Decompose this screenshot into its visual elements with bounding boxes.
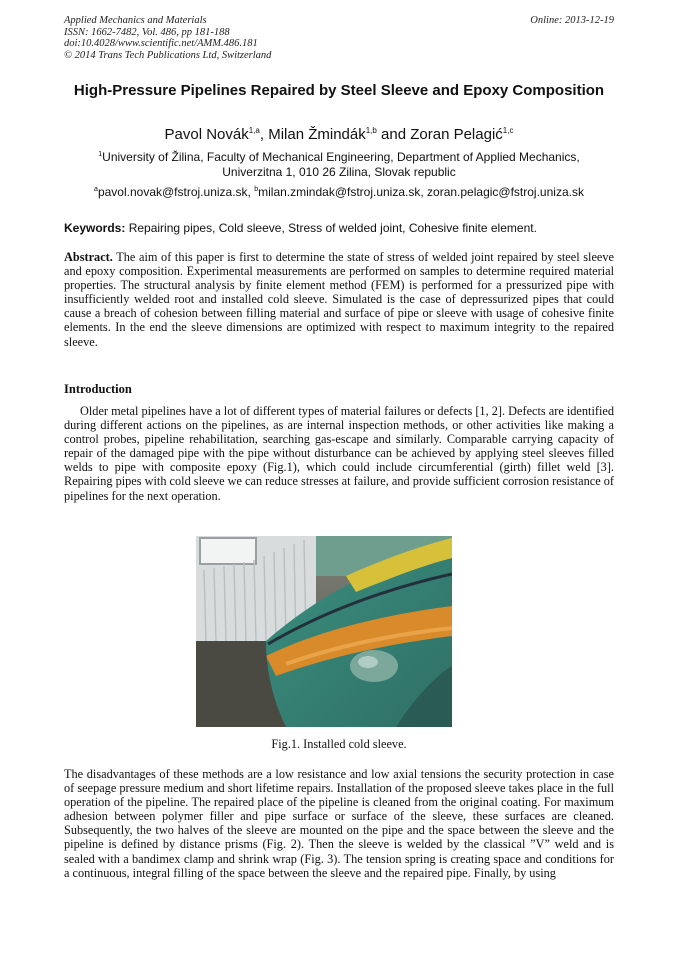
email-text: pavol.novak@fstroj.uniza.sk, — [97, 185, 255, 199]
copyright: © 2014 Trans Tech Publications Ltd, Switzerland — [64, 49, 272, 61]
author-name: Zoran Pelagić — [410, 126, 503, 143]
disadvantages-text: The disadvantages of these methods are a low resistance and low axial tensions the security protection in case of seepage pressure medium and short lifetime repairs. Installation of the proposed sleeve takes place in the full operation of the pipeline. The repaired place of the pipeline is cleaned from the original coating. For maximum adhesion between polymer filler and pipe surface or surface of the sleeve, these surfaces are cleaned. Subsequently, the two halves of the sleeve are mounted on the pipe and the space between the sleeve and the pipeline is defined by distance prisms (Fig. 2). Then the sleeve is welded by the classical ”V” weld and is sealed with a bandimex clamp and shrink wrap (Fig. 3). The tension spring is creating space and conditions for a continuous, integral filling of the space between the sleeve and the repaired pipe. Finally, by using — [64, 767, 614, 880]
author-list — [64, 126, 614, 143]
author-emails — [64, 185, 614, 199]
author-sup: 1,b — [365, 126, 377, 135]
figure-installed-cold-sleeve — [196, 536, 452, 727]
paper-title: High-Pressure Pipelines Repaired by Steel Sleeve and Epoxy Composition — [73, 82, 605, 99]
author-sup: 1,c — [502, 126, 514, 135]
author-separator: , — [259, 126, 269, 143]
author-separator: and — [376, 126, 411, 143]
abstract-text: The aim of this paper is first to determine the state of stress of welded joint repaired by steel sleeve and epoxy composition. Experimental measurements are performed on samples to determine required material properties. The structural analysis by finite element method (FEM) is performed for a pressurized pipe with insufficiently welded root and installed cold sleeve. Simulated is the case of depressurized pipes that could cause a breach of cohesion between filling material and surface of pipe or sleeve with usage of cohesive finite elements. In the end the sleeve dimensions are optimized with respect to maximum integrity to the repaired sleeve. — [64, 250, 614, 349]
author-sup: 1,a — [248, 126, 260, 135]
author-name: Pavol Novák — [164, 126, 249, 143]
keywords-text: Repairing pipes, Cold sleeve, Stress of welded joint, Cohesive finite element. — [125, 221, 537, 235]
keywords — [64, 221, 614, 235]
issn: ISSN: 1662-7482, Vol. 486, pp 181-188 — [64, 26, 230, 38]
abstract-label: Abstract. — [64, 250, 113, 264]
email-sup: b — [254, 186, 259, 193]
affiliation-line2: Univerzitna 1, 010 26 Zilina, Slovak republic — [222, 165, 456, 179]
figure-caption: Fig.1. Installed cold sleeve. — [271, 737, 407, 751]
journal-name: Applied Mechanics and Materials — [64, 15, 207, 26]
sleeve-photo — [196, 536, 452, 727]
doi: doi:10.4028/www.scientific.net/AMM.486.181 — [64, 38, 258, 49]
introduction-heading: Introduction — [64, 382, 132, 396]
affiliation — [64, 150, 614, 180]
email-text: milan.zmindak@fstroj.uniza.sk, zoran.pelagic@fstroj.uniza.sk — [258, 185, 584, 199]
email-sup: a — [94, 186, 98, 193]
online-date: Online: 2013-12-19 — [530, 15, 614, 26]
introduction-text: Older metal pipelines have a lot of different types of material failures or defects [1, 2]. Defects are identified during different actions on the pipelines, as are internal inspection methods, or other activities like making a control probes, pipeline rehabilitation, searching gas-escape and similarly. Comparable carrying capacity of repair of the damaged pipe with the pipe without disturbance can be achieved by applying steel sleeves filled welds to pipe with composite epoxy (Fig.1), which could include circumferential (girth) fillet weld [3]. Repairing pipes with cold sleeve we can reduce stresses at failure, and provide sufficient corrosion resistance of pipelines for the next operation. — [64, 404, 614, 503]
keywords-label: Keywords: — [64, 221, 126, 235]
affiliation-sup: 1 — [98, 151, 103, 158]
author-name: Milan Žmindák — [268, 126, 366, 143]
journal-header — [64, 15, 271, 61]
abstract — [64, 250, 614, 349]
affiliation-line1: University of Žilina, Faculty of Mechanical Engineering, Department of Applied Mechanics, — [102, 150, 580, 164]
